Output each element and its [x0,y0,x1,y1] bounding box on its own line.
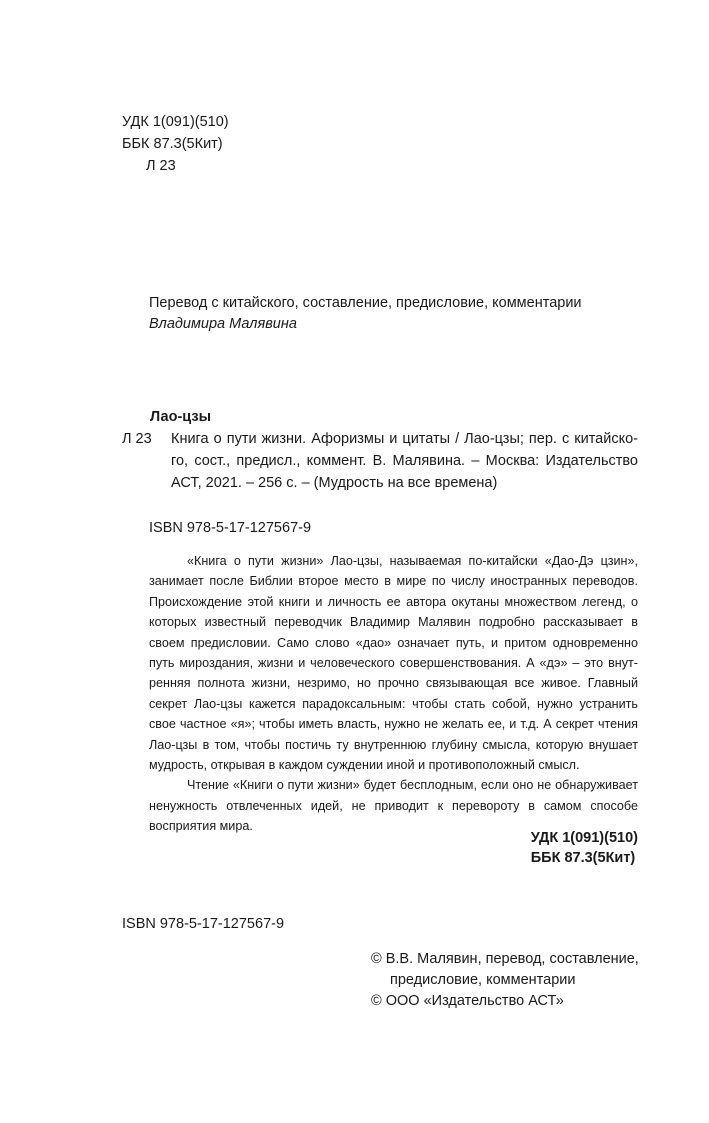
annotation [149,551,638,837]
classification-codes [122,111,229,177]
bbk-code-bottom: ББК 87.3(5Кит) [530,850,636,866]
udk-code-bottom: УДК 1(091)(510) [530,830,638,846]
credits-line: Перевод с китайского, составление, предисловие, комментарии [149,295,582,311]
entry-author-mark: Л 23 [122,431,152,447]
annotation-paragraph-2: Чтение «Книги о пути жизни» будет бесплодным, если оно не обнаруживает ненужность отвлеченных идей, не приводит к перевороту в самом способе восприятия мира. [149,778,638,834]
translation-credits [149,293,619,335]
isbn-bottom: ISBN 978-5-17-127567-9 [122,916,285,932]
bibliographic-entry [122,428,638,494]
bibliographic-record [122,406,638,494]
bbk-code: ББК 87.3(5Кит) [122,136,223,152]
copyright-line-2: предисловие, комментарии [390,972,576,988]
copyright-line-1: © В.В. Малявин, перевод, составление, [371,951,639,967]
author-mark: Л 23 [146,158,176,174]
isbn-top: ISBN 978-5-17-127567-9 [149,520,312,536]
translator-name: Владимира Малявина [149,316,297,332]
book-author: Лао-цзы [150,409,211,425]
entry-description: Книга о пути жизни. Афоризмы и цитаты / Лао-цзы; пер. с китайского, сост., предисл., коммент. В. Малявина. – Москва: Издательство АСТ, 2021. – 256 с. – (Мудрость на все времена) [171,431,638,491]
annotation-paragraph-1: «Книга о пути жизни» Лао-цзы, называемая по-китайски «Дао-Дэ цзин», занимает после Библии второе место в мире по числу иностранных переводов. Происхождение этой книги и личность ее автора окутаны множеством легенд, о которых известный переводчик Владимир Малявин подробно рассказывает в своем предисловии. Само слово «дао» означает путь, и притом одновременно путь мироздания, жизни и человеческого совершенствования. А «дэ» – это внутренняя полнота жизни, незримо, но прочно связывающая все живое. Главный секрет Лао-цзы кажется парадоксальным: чтобы стать собой, нужно устранить свое частное «я»; чтобы иметь власть, нужно не желать ее, и т.д. А секрет чтения Лао-цзы в том, чтобы постичь ту внутреннюю глубину смысла, которую внушает мудрость, открывая в каждом суждении иной и противоположный смысл. [149,554,638,773]
udk-code: УДК 1(091)(510) [122,114,229,130]
copyright-line-3: © ООО «Издательство АСТ» [371,993,564,1009]
classification-codes-bottom [531,828,638,868]
copyright-block [371,949,651,1012]
